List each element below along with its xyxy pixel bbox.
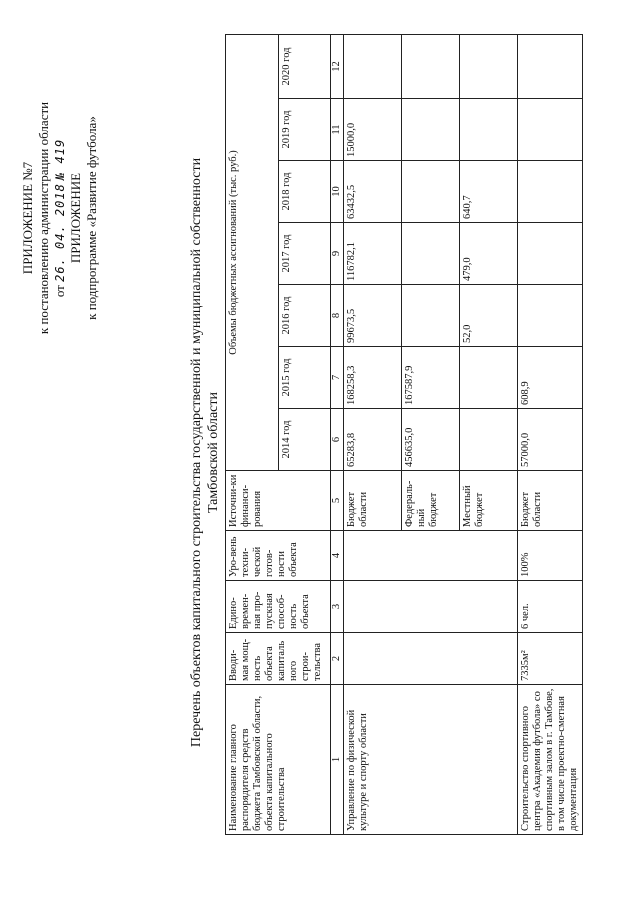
- funding-source: Бюджет области: [344, 471, 402, 531]
- table-row-administrator-regional: [344, 34, 402, 834]
- amount-cell: [402, 285, 460, 347]
- year-header: 2017 год: [278, 223, 331, 285]
- column-number: 6: [331, 409, 344, 471]
- col-header-volumes: Объемы бюджетных ассигнований (тыс. руб.): [226, 34, 279, 470]
- amount-cell: [460, 409, 518, 471]
- column-number: 8: [331, 285, 344, 347]
- column-number: 3: [331, 581, 344, 633]
- amount-cell: 57000,0: [518, 409, 583, 471]
- amount-cell: 456635,0: [402, 409, 460, 471]
- empty-cell: [344, 581, 518, 633]
- column-number: 9: [331, 223, 344, 285]
- amount-cell: [460, 34, 518, 98]
- object-one-time-capacity: 6 чел.: [518, 581, 583, 633]
- funding-source: Местный бюджет: [460, 471, 518, 531]
- column-number: 10: [331, 161, 344, 223]
- table-row-object: [518, 34, 583, 834]
- amount-cell: [518, 99, 583, 161]
- col-header-source: Источни-ки финанси-рования: [226, 471, 331, 531]
- capital-construction-table: [225, 34, 583, 835]
- year-header: 2018 год: [278, 161, 331, 223]
- amount-cell: [402, 161, 460, 223]
- resolution-line: к постановлению администрации области: [36, 101, 51, 335]
- amount-cell: 65283,8: [344, 409, 402, 471]
- amount-cell: 608,9: [518, 347, 583, 409]
- year-header: 2019 год: [278, 99, 331, 161]
- object-capacity: 7335м²: [518, 633, 583, 685]
- column-number-row: [331, 34, 344, 834]
- appendix-number: ПРИЛОЖЕНИЕ №7: [20, 161, 35, 275]
- amount-cell: [460, 99, 518, 161]
- amount-cell: [402, 99, 460, 161]
- year-header: 2014 год: [278, 409, 331, 471]
- empty-cell: [344, 633, 518, 685]
- column-number: 12: [331, 34, 344, 98]
- col-header-capacity: Вводи-мая мощ-ность объекта капиталь ного строи-тельства: [226, 633, 331, 685]
- date-prefix: от: [52, 285, 67, 298]
- administrator-name: Управление по физической культуре и спорту области: [344, 685, 518, 835]
- amount-cell: [518, 161, 583, 223]
- amount-cell: [402, 34, 460, 98]
- funding-source: Федераль-ный бюджет: [402, 471, 460, 531]
- object-name: Строительство спортивного центра «Академия футбола» со спортивным залом в г. Тамбове, в том числе проектно-сметная документация: [518, 685, 583, 835]
- amount-cell: 15000,0: [344, 99, 402, 161]
- column-number: 7: [331, 347, 344, 409]
- handwritten-date: 26. 04. 2018: [53, 183, 67, 282]
- document-title: [188, 0, 222, 905]
- amount-cell: [460, 347, 518, 409]
- column-number: 4: [331, 531, 344, 581]
- col-header-name: Наименование главного распорядителя средств бюджета Тамбовской области, объекта капитального строительства: [226, 685, 331, 835]
- amount-cell: 116782,1: [344, 223, 402, 285]
- title-line-1: Перечень объектов капитального строительства государственной и муниципальной собственности: [189, 157, 204, 748]
- title-line-2: Тамбовской области: [206, 391, 221, 514]
- resolution-date-line: [52, 18, 68, 418]
- funding-source: Бюджет области: [518, 471, 583, 531]
- column-number: 5: [331, 471, 344, 531]
- amount-cell: 640,7: [460, 161, 518, 223]
- amount-cell: 99673,5: [344, 285, 402, 347]
- amount-cell: 167587,9: [402, 347, 460, 409]
- amount-cell: 52,0: [460, 285, 518, 347]
- amount-cell: [518, 34, 583, 98]
- subprogram-label: к подпрограмме «Развитие футбола»: [84, 116, 99, 320]
- year-header: 2016 год: [278, 285, 331, 347]
- empty-cell: [344, 531, 518, 581]
- handwritten-number: № 419: [53, 138, 67, 180]
- column-number: 1: [331, 685, 344, 835]
- header-row-1: [226, 34, 279, 834]
- amount-cell: 63432,5: [344, 161, 402, 223]
- year-header: 2020 год: [278, 34, 331, 98]
- amount-cell: [402, 223, 460, 285]
- column-number: 2: [331, 633, 344, 685]
- appendix-label: ПРИЛОЖЕНИЕ: [68, 172, 83, 264]
- document-header: [20, 18, 100, 418]
- amount-cell: [344, 34, 402, 98]
- amount-cell: 168258,3: [344, 347, 402, 409]
- column-number: 11: [331, 99, 344, 161]
- object-tech-readiness: 100%: [518, 531, 583, 581]
- amount-cell: [518, 285, 583, 347]
- year-header: 2015 год: [278, 347, 331, 409]
- col-header-one-time: Едино-времен-ная про-пускная способ-ность объекта: [226, 581, 331, 633]
- amount-cell: [518, 223, 583, 285]
- amount-cell: 479,0: [460, 223, 518, 285]
- col-header-tech-readiness: Уро-вень техни-ческой готов-ности объекта: [226, 531, 331, 581]
